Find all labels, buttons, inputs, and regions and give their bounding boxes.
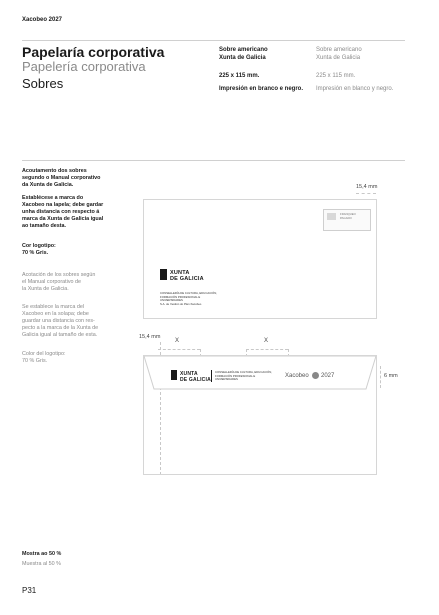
sidebar-gl-p3: Cor logotipo: 70 % Gris. bbox=[22, 243, 56, 256]
spec-es-name-1: Sobre americano bbox=[316, 47, 362, 53]
spacing-marker-1: X bbox=[175, 338, 180, 344]
xunta-logo-text-back: XUNTA DE GALICIA bbox=[180, 371, 211, 383]
envelope-front bbox=[143, 199, 377, 319]
scale-note-es: Muestra al 50 % bbox=[22, 561, 61, 567]
section-title: Sobres bbox=[22, 76, 64, 91]
xunta-logo-text: XUNTA DE GALICIA bbox=[170, 270, 204, 282]
dimension-top-label: 15,4 mm bbox=[356, 184, 378, 190]
back-address: CONSELLERÍA DE CULTURA, EDUCACIÓN, FORMACIÓN PROFESIONAL E UNIVERSIDADES bbox=[215, 370, 272, 382]
sidebar-es-p2: Se establece la marca del Xacobeo en la solapa; debe guardar una distancia con res- pecto a la marca de la Xunta de Galicia igual al tamaño de esta. bbox=[22, 304, 99, 338]
spacing-marker-2: X bbox=[264, 338, 269, 344]
sidebar-es-p3: Color del logotipo: 70 % Gris. bbox=[22, 351, 66, 364]
stamp-text: FRANQUEO PAGADO bbox=[340, 212, 356, 220]
sidebar-gl-p2: Establécese a marca do Xacobeo na lapela; debe gardar unha distancia con respecto á marca da Xunta de Galicia igual ao tamaño desta. bbox=[22, 195, 104, 229]
xunta-logo-mark-back bbox=[171, 370, 177, 380]
spec-es-name-2: Xunta de Galicia bbox=[316, 55, 361, 61]
spec-gl-name-1: Sobre americano bbox=[219, 47, 268, 53]
spacing-line-1 bbox=[158, 349, 200, 350]
xunta-logo-mark bbox=[160, 269, 167, 280]
sidebar-es-p1: Acotación de los sobres según el Manual corporativo de la Xunta de Galicia. bbox=[22, 272, 96, 292]
stamp-icon bbox=[327, 213, 336, 220]
scale-note-gl: Mostra ao 50 % bbox=[22, 551, 62, 557]
spec-gl-name-2: Xunta de Galicia bbox=[219, 55, 266, 61]
top-rule bbox=[22, 40, 405, 41]
sidebar-gl-p1: Acoutamento dos sobres segundo o Manual corporativo da Xunta de Galicia. bbox=[22, 168, 101, 188]
spec-gl-size: 225 x 115 mm. bbox=[219, 73, 260, 79]
spacing-line-2 bbox=[246, 349, 288, 350]
page-title: Papelaría corporativa bbox=[22, 44, 165, 60]
spec-gl-print: Impresión en branco e negro. bbox=[219, 86, 304, 92]
brand-header: Xacobeo 2027 bbox=[22, 17, 63, 23]
middle-rule bbox=[22, 160, 405, 161]
dimension-right-label: 6 mm bbox=[384, 373, 398, 379]
spec-es-print: Impresión en blanco y negro. bbox=[316, 86, 394, 92]
logo-divider bbox=[211, 370, 212, 382]
dimension-top-line bbox=[356, 193, 376, 194]
envelope-back bbox=[143, 355, 377, 475]
xacobeo-logo-text: Xacobeo bbox=[285, 373, 309, 379]
xacobeo-year: 2027 bbox=[321, 373, 335, 379]
xacobeo-emblem-icon bbox=[312, 372, 319, 379]
dimension-left-label: 15,4 mm bbox=[139, 334, 161, 340]
postage-stamp-area bbox=[323, 209, 371, 231]
spec-es-size: 225 x 115 mm. bbox=[316, 73, 356, 79]
dimension-right-line bbox=[380, 366, 381, 388]
front-address: CONSELLERÍA DE CULTURA, EDUCACIÓN, FORMACIÓN PROFESIONAL E UNIVERSIDADES S.A. de Xestión do Plan Xacobeo bbox=[160, 291, 217, 306]
page-number: P31 bbox=[22, 586, 37, 595]
page-title-translation: Papelería corporativa bbox=[22, 59, 146, 74]
